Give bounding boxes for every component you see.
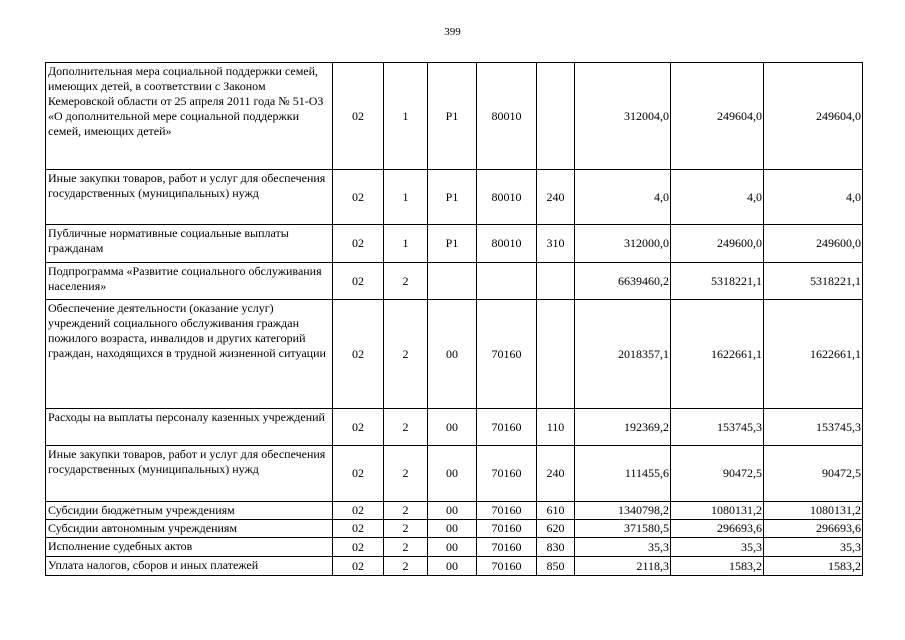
program-code: 00 xyxy=(428,538,477,557)
amount-1: 4,0 xyxy=(575,170,671,225)
amount-1: 35,3 xyxy=(575,538,671,557)
amount-1: 1340798,2 xyxy=(575,502,671,520)
row-name: Уплата налогов, сборов и иных платежей xyxy=(46,557,333,576)
subsection-code: 1 xyxy=(384,63,428,170)
expense-type-code xyxy=(537,263,575,300)
amount-2: 249600,0 xyxy=(671,225,764,263)
expense-type-code: 850 xyxy=(537,557,575,576)
program-code: 00 xyxy=(428,446,477,502)
subsection-code: 2 xyxy=(384,502,428,520)
article-code: 70160 xyxy=(477,520,537,538)
amount-1: 371580,5 xyxy=(575,520,671,538)
section-code: 02 xyxy=(333,300,384,409)
amount-3: 296693,6 xyxy=(764,520,863,538)
amount-3: 1622661,1 xyxy=(764,300,863,409)
amount-3: 4,0 xyxy=(764,170,863,225)
amount-2: 4,0 xyxy=(671,170,764,225)
row-name: Субсидии бюджетным учреждениям xyxy=(46,502,333,520)
program-code xyxy=(428,263,477,300)
amount-2: 1622661,1 xyxy=(671,300,764,409)
article-code: 70160 xyxy=(477,300,537,409)
amount-2: 249604,0 xyxy=(671,63,764,170)
section-code: 02 xyxy=(333,502,384,520)
table-row xyxy=(46,502,863,520)
table-row xyxy=(46,170,863,225)
row-name: Дополнительная мера социальной поддержки семей, имеющих детей, в соответствии с Законом Кемеровской области от 25 апреля 2011 года № 51-ОЗ «О дополнительной мере социальной поддержки семей, имеющих детей» xyxy=(46,63,333,170)
amount-2: 35,3 xyxy=(671,538,764,557)
table-row xyxy=(46,520,863,538)
article-code: 70160 xyxy=(477,446,537,502)
row-name: Публичные нормативные социальные выплаты гражданам xyxy=(46,225,333,263)
section-code: 02 xyxy=(333,538,384,557)
amount-1: 6639460,2 xyxy=(575,263,671,300)
subsection-code: 2 xyxy=(384,263,428,300)
table-row xyxy=(46,300,863,409)
subsection-code: 2 xyxy=(384,557,428,576)
article-code: 70160 xyxy=(477,557,537,576)
expense-type-code: 310 xyxy=(537,225,575,263)
section-code: 02 xyxy=(333,63,384,170)
program-code: 00 xyxy=(428,409,477,446)
row-name: Исполнение судебных актов xyxy=(46,538,333,557)
section-code: 02 xyxy=(333,409,384,446)
amount-3: 249600,0 xyxy=(764,225,863,263)
subsection-code: 1 xyxy=(384,170,428,225)
section-code: 02 xyxy=(333,263,384,300)
table-row xyxy=(46,446,863,502)
table-row xyxy=(46,63,863,170)
amount-1: 312004,0 xyxy=(575,63,671,170)
subsection-code: 2 xyxy=(384,409,428,446)
expense-type-code: 110 xyxy=(537,409,575,446)
expense-type-code: 240 xyxy=(537,446,575,502)
section-code: 02 xyxy=(333,225,384,263)
amount-1: 2018357,1 xyxy=(575,300,671,409)
article-code: 70160 xyxy=(477,538,537,557)
expense-type-code xyxy=(537,300,575,409)
section-code: 02 xyxy=(333,446,384,502)
program-code: P1 xyxy=(428,170,477,225)
amount-1: 2118,3 xyxy=(575,557,671,576)
program-code: P1 xyxy=(428,63,477,170)
amount-3: 90472,5 xyxy=(764,446,863,502)
expense-type-code xyxy=(537,63,575,170)
amount-3: 35,3 xyxy=(764,538,863,557)
amount-1: 111455,6 xyxy=(575,446,671,502)
amount-1: 312000,0 xyxy=(575,225,671,263)
table-row xyxy=(46,538,863,557)
budget-table xyxy=(45,62,863,576)
row-name: Подпрограмма «Развитие социального обслуживания населения» xyxy=(46,263,333,300)
section-code: 02 xyxy=(333,557,384,576)
amount-3: 5318221,1 xyxy=(764,263,863,300)
program-code: P1 xyxy=(428,225,477,263)
article-code: 80010 xyxy=(477,225,537,263)
row-name: Иные закупки товаров, работ и услуг для обеспечения государственных (муниципальных) нужд xyxy=(46,446,333,502)
expense-type-code: 830 xyxy=(537,538,575,557)
amount-2: 153745,3 xyxy=(671,409,764,446)
table-row xyxy=(46,409,863,446)
table-row xyxy=(46,263,863,300)
subsection-code: 2 xyxy=(384,538,428,557)
amount-2: 1583,2 xyxy=(671,557,764,576)
row-name: Иные закупки товаров, работ и услуг для обеспечения государственных (муниципальных) нужд xyxy=(46,170,333,225)
row-name: Обеспечение деятельности (оказание услуг) учреждений социального обслуживания граждан пожилого возраста, инвалидов и других категорий граждан, находящихся в трудной жизненной ситуации xyxy=(46,300,333,409)
expense-type-code: 620 xyxy=(537,520,575,538)
amount-3: 153745,3 xyxy=(764,409,863,446)
expense-type-code: 610 xyxy=(537,502,575,520)
subsection-code: 2 xyxy=(384,520,428,538)
article-code xyxy=(477,263,537,300)
article-code: 80010 xyxy=(477,170,537,225)
subsection-code: 2 xyxy=(384,300,428,409)
table-row xyxy=(46,225,863,263)
amount-2: 90472,5 xyxy=(671,446,764,502)
row-name: Расходы на выплаты персоналу казенных учреждений xyxy=(46,409,333,446)
program-code: 00 xyxy=(428,502,477,520)
amount-3: 1080131,2 xyxy=(764,502,863,520)
section-code: 02 xyxy=(333,520,384,538)
article-code: 70160 xyxy=(477,409,537,446)
subsection-code: 2 xyxy=(384,446,428,502)
amount-1: 192369,2 xyxy=(575,409,671,446)
program-code: 00 xyxy=(428,300,477,409)
row-name: Субсидии автономным учреждениям xyxy=(46,520,333,538)
program-code: 00 xyxy=(428,557,477,576)
amount-3: 249604,0 xyxy=(764,63,863,170)
table-row xyxy=(46,557,863,576)
section-code: 02 xyxy=(333,170,384,225)
amount-2: 5318221,1 xyxy=(671,263,764,300)
article-code: 70160 xyxy=(477,502,537,520)
amount-2: 1080131,2 xyxy=(671,502,764,520)
amount-2: 296693,6 xyxy=(671,520,764,538)
program-code: 00 xyxy=(428,520,477,538)
article-code: 80010 xyxy=(477,63,537,170)
subsection-code: 1 xyxy=(384,225,428,263)
page-number: 399 xyxy=(444,26,461,38)
amount-3: 1583,2 xyxy=(764,557,863,576)
expense-type-code: 240 xyxy=(537,170,575,225)
